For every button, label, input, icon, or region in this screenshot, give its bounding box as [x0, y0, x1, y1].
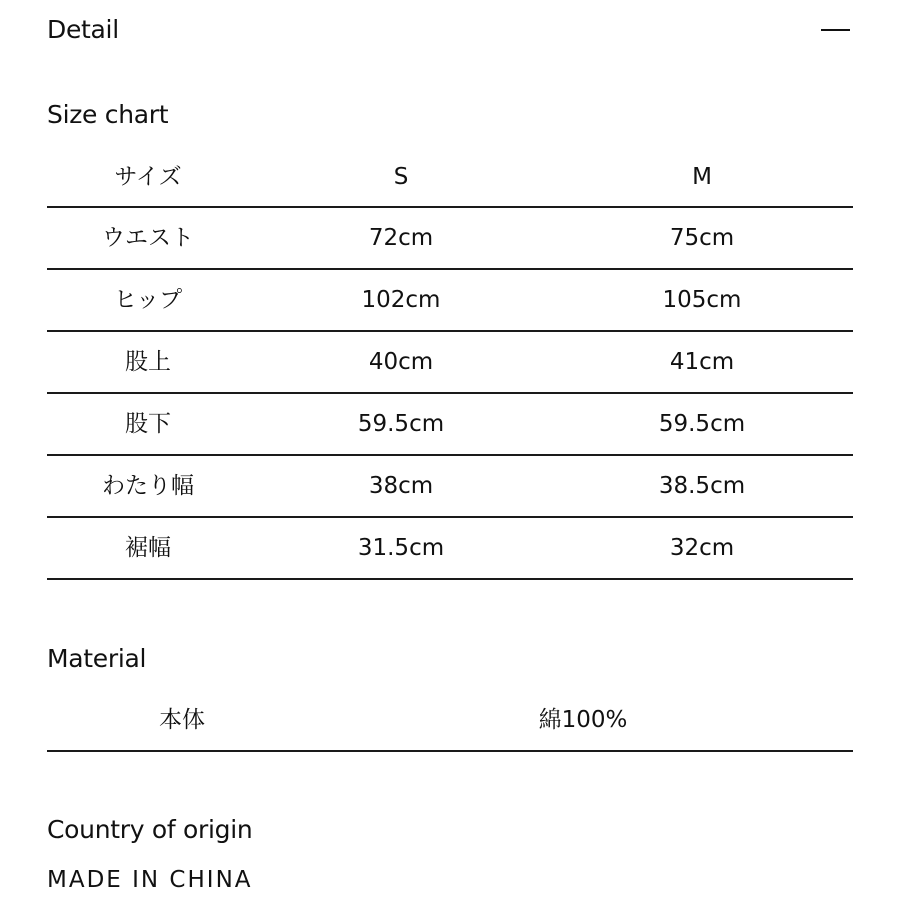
row-label: ウエスト	[102, 225, 194, 251]
material-title: Material	[47, 644, 147, 673]
row-label: わたり幅	[102, 473, 194, 499]
row-divider	[47, 750, 853, 752]
country-of-origin-title: Country of origin	[47, 815, 253, 844]
row-label: 股下	[125, 411, 171, 437]
minus-icon	[821, 29, 850, 31]
collapse-toggle-button[interactable]	[821, 18, 851, 42]
column-header-m: M	[692, 164, 712, 190]
size-m-value: 59.5cm	[658, 411, 746, 437]
detail-header[interactable]	[47, 12, 853, 48]
size-s-value: 102cm	[361, 287, 441, 313]
size-chart-table	[47, 147, 853, 580]
table-header-row	[47, 147, 853, 208]
material-row	[47, 690, 853, 752]
row-label: 股上	[125, 349, 171, 375]
size-s-value: 40cm	[368, 349, 434, 375]
size-m-value: 38.5cm	[658, 473, 746, 499]
table-row	[47, 394, 853, 456]
table-row	[47, 332, 853, 394]
row-label: ヒップ	[113, 287, 183, 313]
table-row	[47, 456, 853, 518]
detail-title: Detail	[47, 15, 119, 44]
size-s-value: 59.5cm	[357, 411, 445, 437]
size-s-value: 38cm	[368, 473, 434, 499]
column-header-s: S	[393, 164, 409, 190]
material-label: 本体	[159, 707, 205, 733]
size-m-value: 32cm	[669, 535, 735, 561]
size-m-value: 75cm	[669, 225, 735, 251]
size-m-value: 41cm	[669, 349, 735, 375]
row-divider	[47, 578, 853, 580]
material-value: 綿100%	[538, 707, 628, 733]
size-m-value: 105cm	[662, 287, 742, 313]
detail-panel	[47, 0, 853, 900]
table-row	[47, 208, 853, 270]
table-row	[47, 270, 853, 332]
country-of-origin-value: MADE IN CHINA	[47, 867, 253, 893]
row-label: 裾幅	[125, 535, 171, 561]
size-s-value: 31.5cm	[357, 535, 445, 561]
column-header-size: サイズ	[114, 164, 182, 190]
size-chart-title: Size chart	[47, 100, 169, 129]
size-s-value: 72cm	[368, 225, 434, 251]
table-row	[47, 518, 853, 580]
